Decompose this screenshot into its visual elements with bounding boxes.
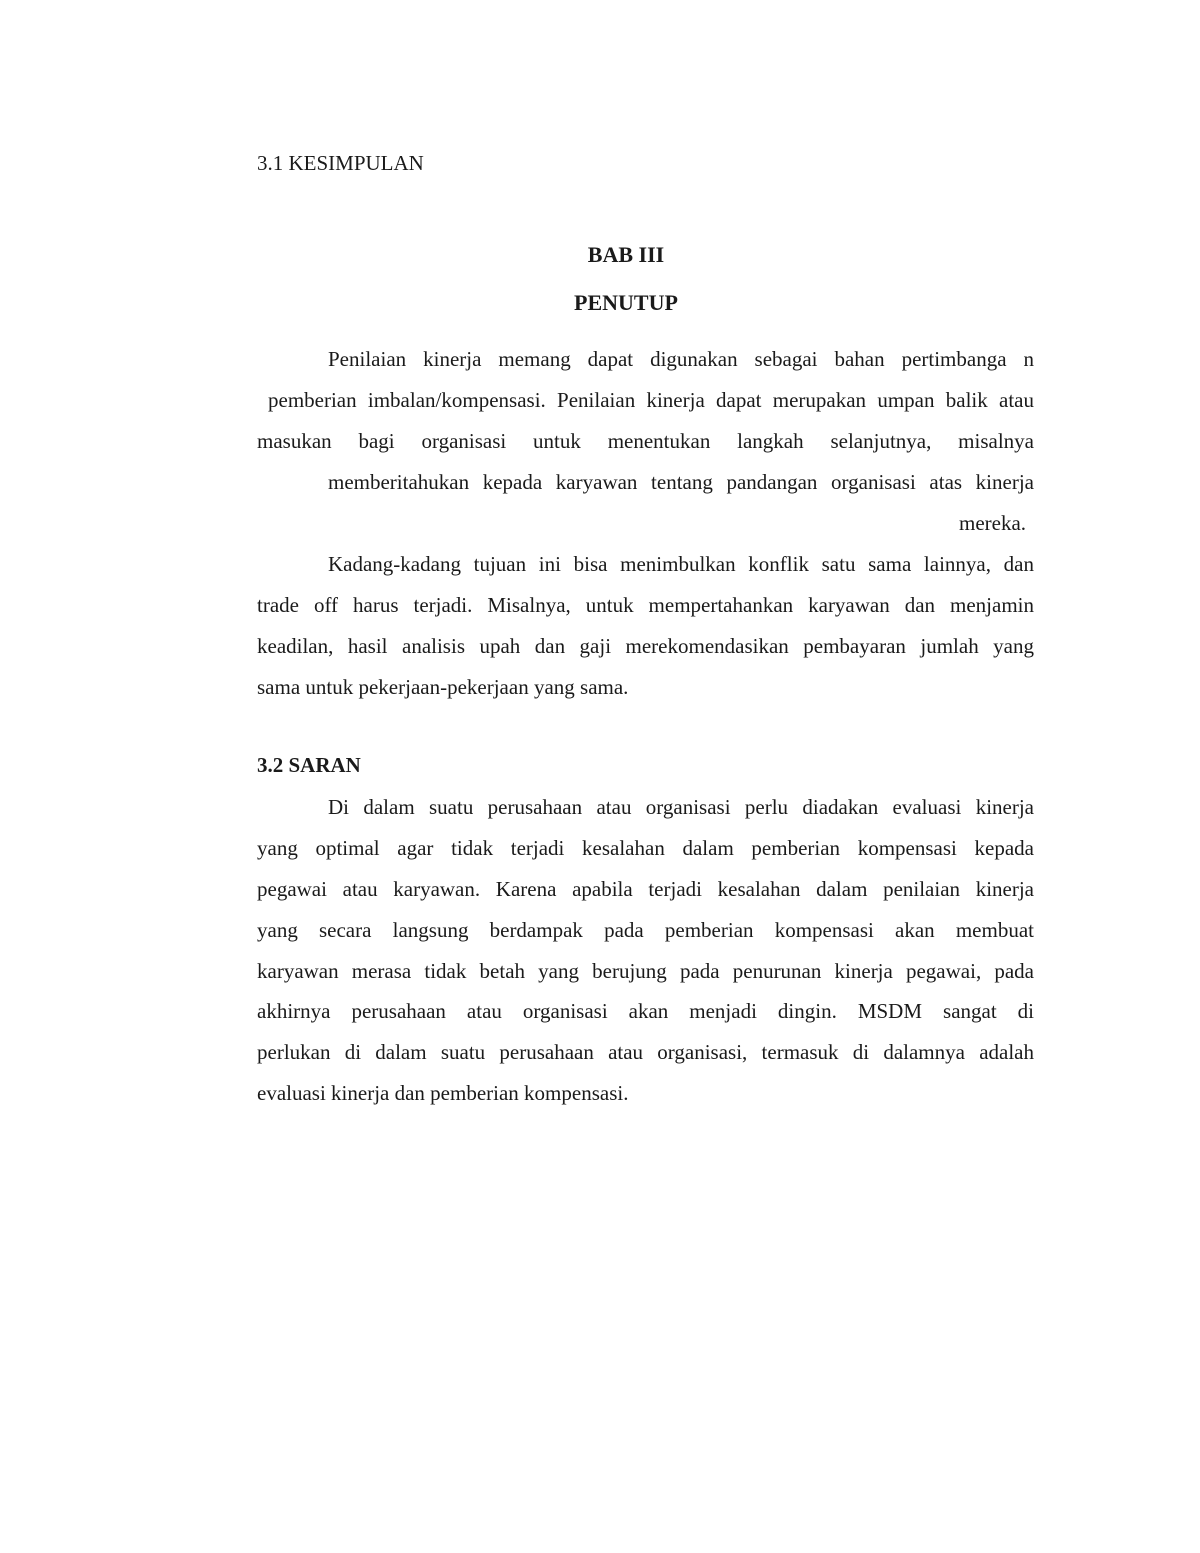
chapter-number: BAB III: [587, 242, 665, 267]
saran-line-7: perlukan di dalam suatu perusahaan atau organisasi, termasuk di dalamnya adalah: [257, 1040, 1034, 1064]
kesimpulan-p2-line-2: trade off harus terjadi. Misalnya, untuk mempertahankan karyawan dan menjamin: [257, 593, 1034, 617]
kesimpulan-p1-line-4: memberitahukan kepada karyawan tentang pandangan organisasi atas kinerja: [328, 470, 1034, 494]
kesimpulan-p1-line-3: masukan bagi organisasi untuk menentukan langkah selanjutnya, misalnya: [257, 429, 1034, 453]
kesimpulan-p1-line-5: mereka.: [959, 511, 1027, 535]
saran-line-3: pegawai atau karyawan. Karena apabila terjadi kesalahan dalam penilaian kinerja: [257, 877, 1034, 901]
saran-line-2: yang optimal agar tidak terjadi kesalahan dalam pemberian kompensasi kepada: [257, 836, 1034, 860]
section-heading-saran: 3.2 SARAN: [257, 753, 361, 777]
saran-line-6: akhirnya perusahaan atau organisasi akan menjadi dingin. MSDM sangat di: [257, 999, 1034, 1023]
saran-line-5: karyawan merasa tidak betah yang berujung pada penurunan kinerja pegawai, pada: [257, 959, 1034, 983]
kesimpulan-p2-line-3: keadilan, hasil analisis upah dan gaji merekomendasikan pembayaran jumlah yang: [257, 634, 1034, 658]
section-heading-kesimpulan: 3.1 KESIMPULAN: [257, 151, 424, 175]
kesimpulan-p1-line-2: pemberian imbalan/kompensasi. Penilaian kinerja dapat merupakan umpan balik atau: [268, 388, 1034, 412]
kesimpulan-p1-line-1: Penilaian kinerja memang dapat digunakan sebagai bahan pertimbanga n: [328, 347, 1034, 371]
saran-line-8: evaluasi kinerja dan pemberian kompensasi.: [257, 1081, 629, 1105]
kesimpulan-p2-line-4: sama untuk pekerjaan-pekerjaan yang sama.: [257, 675, 629, 699]
kesimpulan-p2-line-1: Kadang-kadang tujuan ini bisa menimbulkan konflik satu sama lainnya, dan: [328, 552, 1034, 576]
saran-line-1: Di dalam suatu perusahaan atau organisasi perlu diadakan evaluasi kinerja: [328, 795, 1034, 819]
chapter-title: PENUTUP: [574, 290, 678, 315]
saran-line-4: yang secara langsung berdampak pada pemberian kompensasi akan membuat: [257, 918, 1034, 942]
